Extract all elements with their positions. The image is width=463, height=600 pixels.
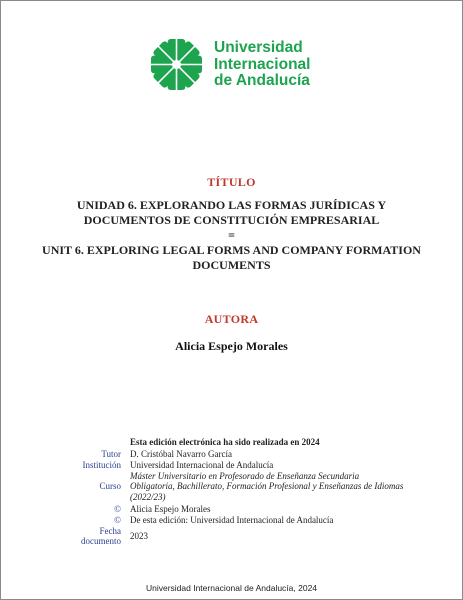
title-en-line-2: DOCUMENTS bbox=[192, 258, 271, 272]
copyright-symbol: © bbox=[114, 504, 121, 514]
title-es-line-1: UNIDAD 6. EXPLORANDO LAS FORMAS JURÍDICAS Y bbox=[76, 198, 387, 212]
title-en-line-1: UNIT 6. EXPLORING LEGAL FORMS AND COMPANY FORMATION bbox=[42, 243, 421, 257]
course-line: Máster Universitario en Profesorado de Enseñanza Secundaria bbox=[130, 471, 360, 481]
institution-label: Institución bbox=[82, 460, 121, 470]
copyright-edition: De esta edición: Universidad Internacional de Andalucía bbox=[130, 515, 334, 525]
course-label: Curso bbox=[99, 481, 121, 491]
date-label-line: documento bbox=[81, 536, 121, 546]
title-label: TÍTULO bbox=[207, 175, 256, 189]
logo-line: de Andalucía bbox=[214, 72, 310, 89]
logo-line: Universidad bbox=[214, 39, 303, 56]
date-label-line: Fecha bbox=[99, 526, 121, 536]
author-name: Alicia Espejo Morales bbox=[175, 339, 288, 353]
university-logo-text bbox=[214, 40, 310, 90]
date-label bbox=[71, 526, 121, 546]
course-line: (2022/23) bbox=[130, 491, 166, 502]
date-value: 2023 bbox=[130, 531, 148, 541]
copyright-author: Alicia Espejo Morales bbox=[130, 504, 211, 514]
star-pattern-icon bbox=[149, 37, 204, 92]
copyright-symbol: © bbox=[114, 515, 121, 525]
title-es-line-2: DOCUMENTOS DE CONSTITUCIÓN EMPRESARIAL bbox=[83, 213, 380, 227]
tutor-value: D. Cristóbal Navarro García bbox=[130, 449, 232, 459]
course-value bbox=[130, 471, 450, 502]
university-logo bbox=[149, 37, 319, 93]
edition-note: Esta edición electrónica ha sido realizada en 2024 bbox=[130, 437, 320, 447]
title-separator: = bbox=[228, 228, 235, 242]
logo-line: Internacional bbox=[214, 55, 311, 73]
page-footer: Universidad Internacional de Andalucía, 2024 bbox=[145, 583, 318, 593]
course-line: Obligatoria, Bachillerato, Formación Profesional y Enseñanzas de Idiomas bbox=[130, 481, 404, 492]
author-label: AUTORA bbox=[204, 312, 259, 326]
tutor-label: Tutor bbox=[101, 449, 121, 459]
institution-value: Universidad Internacional de Andalucía bbox=[130, 460, 274, 470]
